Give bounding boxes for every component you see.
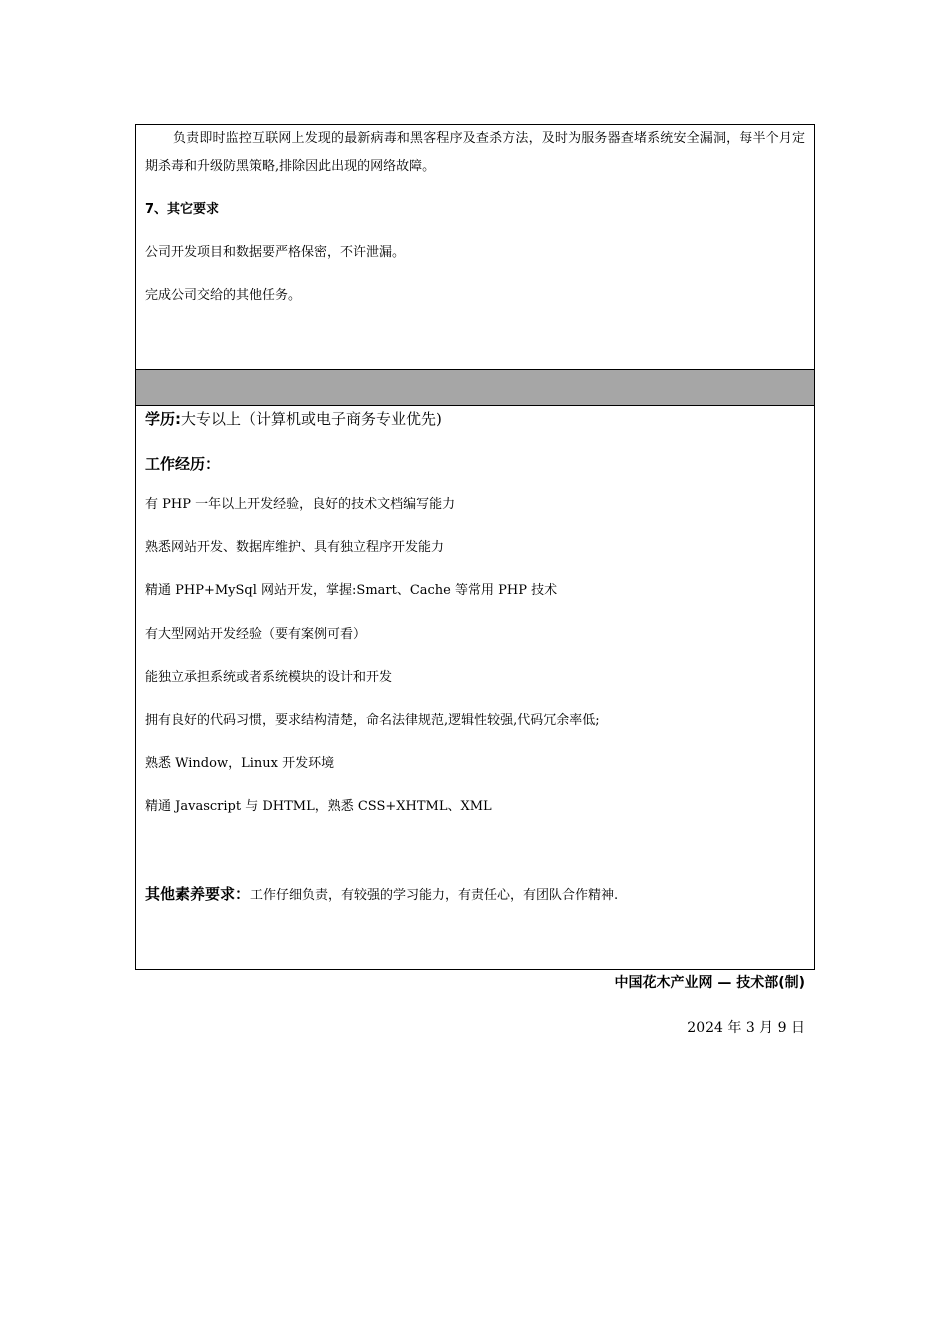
education-label: 学历: bbox=[145, 410, 181, 428]
qualifications-section bbox=[136, 406, 814, 969]
experience-item: 拥有良好的代码习惯，要求结构清楚，命名法律规范,逻辑性较强,代码冗余率低; bbox=[145, 713, 600, 728]
experience-item: 熟悉网站开发、数据库维护、具有独立程序开发能力 bbox=[145, 540, 445, 555]
experience-label: 工作经历： bbox=[145, 455, 221, 473]
footer-date: 2024 年 3 月 9 日 bbox=[687, 1020, 805, 1036]
other-qualities-value: 工作仔细负责，有较强的学习能力，有责任心，有团队合作精神. bbox=[250, 888, 619, 903]
experience-item: 有大型网站开发经验（要有案例可看） bbox=[145, 627, 367, 642]
duties-section bbox=[136, 125, 814, 370]
other-qualities-label: 其他素养要求： bbox=[145, 885, 251, 903]
education-value: 大专以上（计算机或电子商务专业优先) bbox=[181, 410, 442, 428]
section-divider-bar bbox=[136, 370, 814, 406]
other-qualities-line bbox=[145, 883, 618, 907]
experience-item: 有 PHP 一年以上开发经验，良好的技术文档编写能力 bbox=[145, 497, 456, 512]
experience-item: 熟悉 Window，Linux 开发环境 bbox=[145, 756, 335, 771]
other-requirement-item: 完成公司交给的其他任务。 bbox=[145, 288, 302, 303]
job-requirements-table bbox=[135, 124, 815, 970]
footer-organization: 中国花木产业网 — 技术部(制) bbox=[614, 975, 805, 991]
security-duty-paragraph: 负责即时监控互联网上发现的最新病毒和黑客程序及查杀方法，及时为服务器查堵系统安全漏洞，每半个月定期杀毒和升级防黑策略,排除因此出现的网络故障。 bbox=[145, 131, 805, 174]
other-requirement-item: 公司开发项目和数据要严格保密，不许泄漏。 bbox=[145, 245, 406, 260]
other-requirements-heading: 7、其它要求 bbox=[145, 202, 220, 217]
education-line bbox=[145, 409, 442, 431]
experience-item: 精通 PHP+MySql 网站开发，掌握:Smart、Cache 等常用 PHP 技术 bbox=[145, 583, 558, 598]
experience-item: 精通 Javascript 与 DHTML，熟悉 CSS+XHTML、XML bbox=[145, 799, 492, 814]
experience-item: 能独立承担系统或者系统模块的设计和开发 bbox=[145, 670, 393, 685]
